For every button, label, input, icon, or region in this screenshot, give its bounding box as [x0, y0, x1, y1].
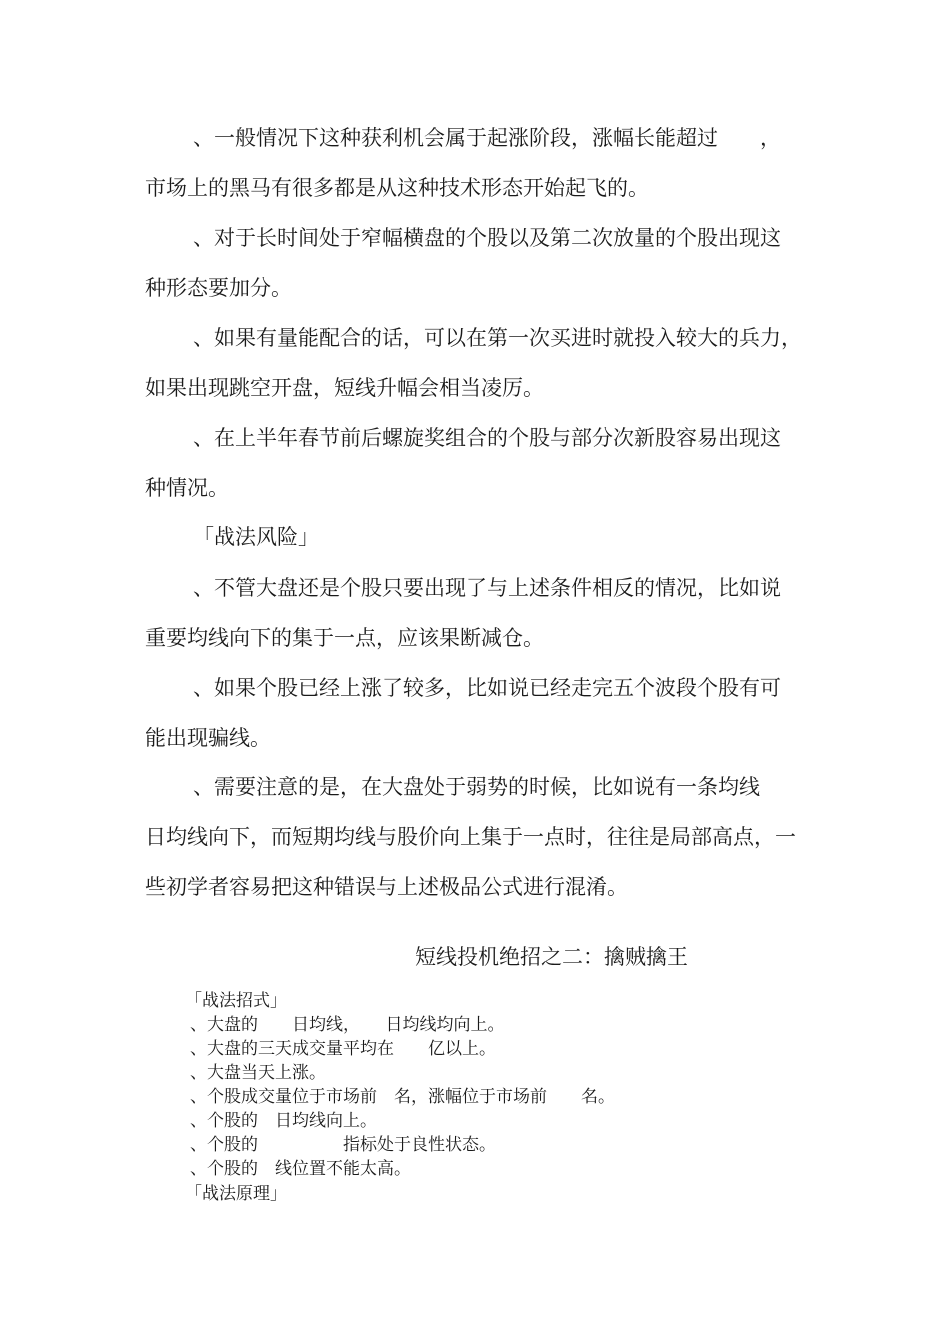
principle-heading: 「战法原理」 — [185, 1184, 287, 1204]
tactic-item-2: 、大盘的三天成交量平均在 亿以上。 — [190, 1039, 496, 1059]
risk-heading: 「战法风险」 — [193, 525, 319, 549]
body-line-11: 重要均线向下的集于一点，应该果断减仓。 — [145, 626, 544, 650]
body-line-12: 、如果个股已经上涨了较多，比如说已经走完五个波段个股有可 — [193, 676, 781, 700]
body-line-2: 市场上的黑马有很多都是从这种技术形态开始起飞的。 — [145, 176, 649, 200]
body-line-4: 种形态要加分。 — [145, 276, 292, 300]
tactic-item-3: 、大盘当天上涨。 — [190, 1063, 326, 1083]
body-line-5: 、如果有量能配合的话，可以在第一次买进时就投入较大的兵力， — [193, 326, 802, 350]
tactic-item-7: 、个股的 线位置不能太高。 — [190, 1159, 411, 1179]
tactics-heading: 「战法招式」 — [185, 991, 287, 1011]
body-line-10: 、不管大盘还是个股只要出现了与上述条件相反的情况，比如说 — [193, 576, 781, 600]
body-line-16: 些初学者容易把这种错误与上述极品公式进行混淆。 — [145, 875, 628, 899]
body-line-6: 如果出现跳空开盘，短线升幅会相当凌厉。 — [145, 376, 544, 400]
body-line-1: 、一般情况下这种获利机会属于起涨阶段，涨幅长能超过 ， — [193, 126, 781, 150]
body-line-14: 、需要注意的是，在大盘处于弱势的时候，比如说有一条均线 — [193, 775, 760, 799]
tactic-item-5: 、个股的 日均线向上。 — [190, 1111, 377, 1131]
body-line-7: 、在上半年春节前后螺旋奖组合的个股与部分次新股容易出现这 — [193, 426, 781, 450]
body-line-15: 日均线向下，而短期均线与股价向上集于一点时，往往是局部高点，一 — [145, 825, 796, 849]
section-title: 短线投机绝招之二：擒贼擒王 — [415, 945, 688, 969]
body-line-13: 能出现骗线。 — [145, 726, 271, 750]
body-line-3: 、对于长时间处于窄幅横盘的个股以及第二次放量的个股出现这 — [193, 226, 781, 250]
tactic-item-4: 、个股成交量位于市场前 名，涨幅位于市场前 名。 — [190, 1087, 615, 1107]
tactic-item-6: 、个股的 指标处于良性状态。 — [190, 1135, 496, 1155]
body-line-8: 种情况。 — [145, 476, 229, 500]
tactic-item-1: 、大盘的 日均线， 日均线均向上。 — [190, 1015, 505, 1035]
